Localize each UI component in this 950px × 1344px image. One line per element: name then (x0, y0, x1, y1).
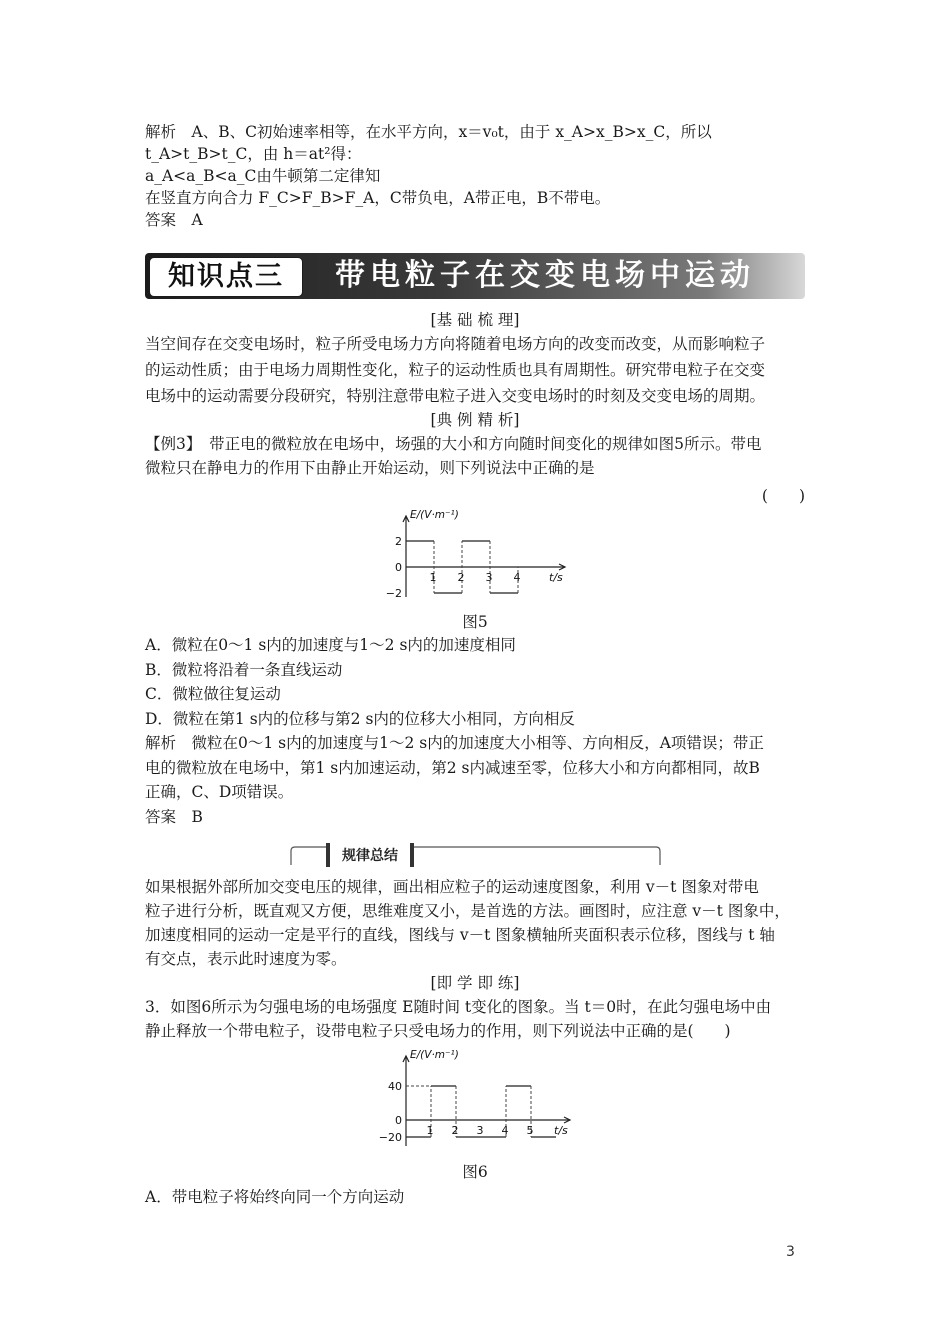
option-a: A．微粒在0～1 s内的加速度与1～2 s内的加速度相同 (145, 636, 516, 654)
y-tick-label: −20 (378, 1131, 402, 1144)
figure-6-chart (360, 1048, 600, 1158)
example-3-options (145, 633, 805, 829)
x-axis-label: t/s (549, 571, 563, 584)
y-axis-label: E/(V·m⁻¹) (410, 1049, 459, 1061)
rule-line: 加速度相同的运动一定是平行的直线，图线与 v－t 图象横轴所夹面积表示位移，图线与 t 轴 (145, 926, 775, 944)
rule-summary-title: 规律总结 (342, 848, 398, 864)
rule-line: 有交点，表示此时速度为零。 (145, 950, 347, 968)
solution-line: 解析 微粒在0～1 s内的加速度与1～2 s内的加速度大小相等、方向相反，A项错误；带正 (145, 734, 764, 752)
paragraph-line: 当空间存在交变电场时，粒子所受电场力方向将随着电场方向的改变而改变，从而影响粒子 (145, 335, 766, 353)
banner-section-number: 知识点三 (149, 257, 303, 297)
paragraph-line: 电场中的运动需要分段研究，特别注意带电粒子进入交变电场时的时刻及交变电场的周期。 (145, 387, 766, 405)
y-axis-label: E/(V·m⁻¹) (410, 510, 459, 521)
answer-line: 答案 A (145, 211, 203, 229)
examples-label: [典 例 精 析] (430, 411, 520, 429)
figure-6-caption: 图6 (462, 1163, 488, 1181)
question-3-options (145, 1186, 805, 1208)
figure-5-chart (360, 510, 590, 610)
page-number: 3 (786, 1244, 795, 1260)
rule-line: 如果根据外部所加交变电压的规律，画出相应粒子的运动速度图象，利用 v－t 图象对带电 (145, 878, 759, 896)
solution-line: 在竖直方向合力 F_C>F_B>F_A，C带负电，A带正电，B不带电。 (145, 189, 611, 207)
x-tick-label: 1 (426, 1124, 434, 1137)
x-tick-label: 3 (476, 1124, 484, 1137)
banner-section-title: 带电粒子在交变电场中运动 (335, 258, 755, 293)
basics-label: [基 础 梳 理] (430, 311, 520, 329)
y-tick-label: 0 (395, 561, 402, 574)
question-3-line: 静止释放一个带电粒子，设带电粒子只受电场力的作用，则下列说法中正确的是( ) (145, 1022, 731, 1040)
x-tick-label: 2 (457, 571, 465, 584)
previous-solution (145, 121, 805, 231)
y-tick-label: 2 (395, 535, 402, 548)
question-3-line: 3．如图6所示为匀强电场的电场强度 E随时间 t变化的图象。当 t＝0时，在此匀强电场中由 (145, 998, 772, 1016)
x-tick-label: 1 (429, 571, 437, 584)
x-tick-label: 2 (451, 1124, 459, 1137)
x-axis-label: t/s (554, 1124, 568, 1137)
option-a: A．带电粒子将始终向同一个方向运动 (145, 1188, 405, 1206)
option-b: B．微粒将沿着一条直线运动 (145, 660, 343, 679)
basics-section (145, 309, 805, 507)
y-tick-label: 0 (395, 1114, 402, 1127)
answer-line: 答案 B (145, 807, 203, 826)
rule-summary-header (290, 843, 662, 869)
y-tick-label: 40 (388, 1080, 402, 1093)
figure-5-caption: 图5 (462, 613, 488, 631)
solution-line: 解析 A、B、C初始速率相等，在水平方向，x＝v₀t，由于 x_A>x_B>x_C，所以 (145, 123, 712, 141)
option-c: C．微粒做往复运动 (145, 685, 281, 703)
answer-bracket: ( ) (761, 487, 805, 505)
x-tick-label: 4 (501, 1124, 509, 1137)
practice-label: [即 学 即 练] (430, 974, 520, 992)
solution-line: a_A<a_B<a_C由牛顿第二定律知 (145, 167, 381, 185)
example-3-line: 微粒只在静电力的作用下由静止开始运动，则下列说法中正确的是 (145, 459, 595, 477)
solution-line: t_A>t_B>t_C，由 h＝at²得： (145, 145, 362, 163)
example-3-line: 【例3】 带正电的微粒放在电场中，场强的大小和方向随时间变化的规律如图5所示。带电 (145, 435, 762, 453)
solution-line: 正确，C、D项错误。 (145, 783, 294, 801)
paragraph-line: 的运动性质；由于电场力周期性变化，粒子的运动性质也具有周期性。研究带电粒子在交变 (145, 361, 766, 379)
x-tick-label: 5 (526, 1124, 534, 1137)
solution-line: 电的微粒放在电场中，第1 s内加速运动，第2 s内减速至零，位移大小和方向都相同，故B (145, 758, 760, 777)
y-tick-label: −2 (385, 587, 402, 600)
option-d: D．微粒在第1 s内的位移与第2 s内的位移大小相同，方向相反 (145, 709, 575, 728)
x-tick-label: 4 (513, 571, 521, 584)
section-banner (145, 253, 805, 299)
x-tick-label: 3 (485, 571, 493, 584)
rule-line: 粒子进行分析，既直观又方便，思维难度又小，是首选的方法。画图时，应注意 v－t 图象中， (145, 902, 790, 920)
rule-summary-body (145, 875, 805, 1043)
